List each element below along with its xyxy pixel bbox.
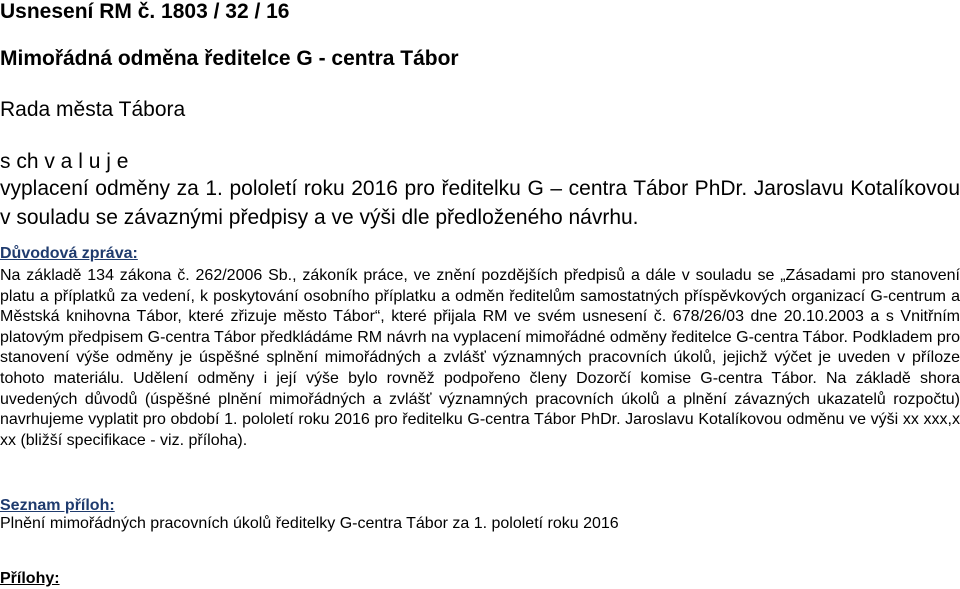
resolution-title: Usnesení RM č. 1803 / 32 / 16 <box>0 0 290 23</box>
appendix-heading: Přílohy: <box>0 570 60 587</box>
resolution-subject: Mimořádná odměna ředitelce G - centra Tábor <box>0 47 459 70</box>
report-text: Na základě 134 zákona č. 262/2006 Sb., zákoník práce, ve znění pozdějších předpisů a dále v souladu se „Zásadami pro stanovení platu a příplatků za vedení, k poskytování osobního příplatku a odměn ředitelům samostatných příspěvkových organizací G-centrum a Městská knihovna Tábor, které zřizuje město Tábor“, které přijala RM ve svém usnesení č. 678/26/03 dne 20.10.2003 a s Vnitřním platovým předpisem G-centra Tábor předkládáme RM návrh na vyplacení mimořádné odměny ředitelce G-centra Tábor. Podkladem pro stanovení výše odměny je úspěšné splnění mimořádných a zvlášť významných pracovních úkolů, jejichž výčet je uveden v příloze tohoto materiálu. Udělení odměny i její výše bylo rovněž podpořeno členy Dozorčí komise G-centra Tábor. Na základě shora uvedených důvodů (úspěšné plnění mimořádných a zvlášť významných pracovních úkolů a plnění závazných ukazatelů rozpočtu) navrhujeme vyplatit pro období 1. pololetí roku 2016 pro ředitelku G-centra Tábor PhDr. Jaroslavu Kotalíkovou odměnu ve výši xx xxx,x xx (bližší specifikace - viz. příloha). <box>0 267 960 449</box>
council-name: Rada města Tábora <box>0 98 186 121</box>
resolution-verb: s ch v a l u j e <box>0 150 129 173</box>
resolution-text: vyplacení odměny za 1. pololetí roku 2016 pro ředitelku G – centra Tábor PhDr. Jaroslavu Kotalíkovou v souladu se závaznými předpisy a ve výši dle předloženého návrhu. <box>0 177 960 229</box>
report-heading: Důvodová zpráva: <box>0 245 138 262</box>
attachment-item: Plnění mimořádných pracovních úkolů ředitelky G-centra Tábor za 1. pololetí roku 2016 <box>0 515 619 532</box>
attachments-heading: Seznam příloh: <box>0 497 115 514</box>
